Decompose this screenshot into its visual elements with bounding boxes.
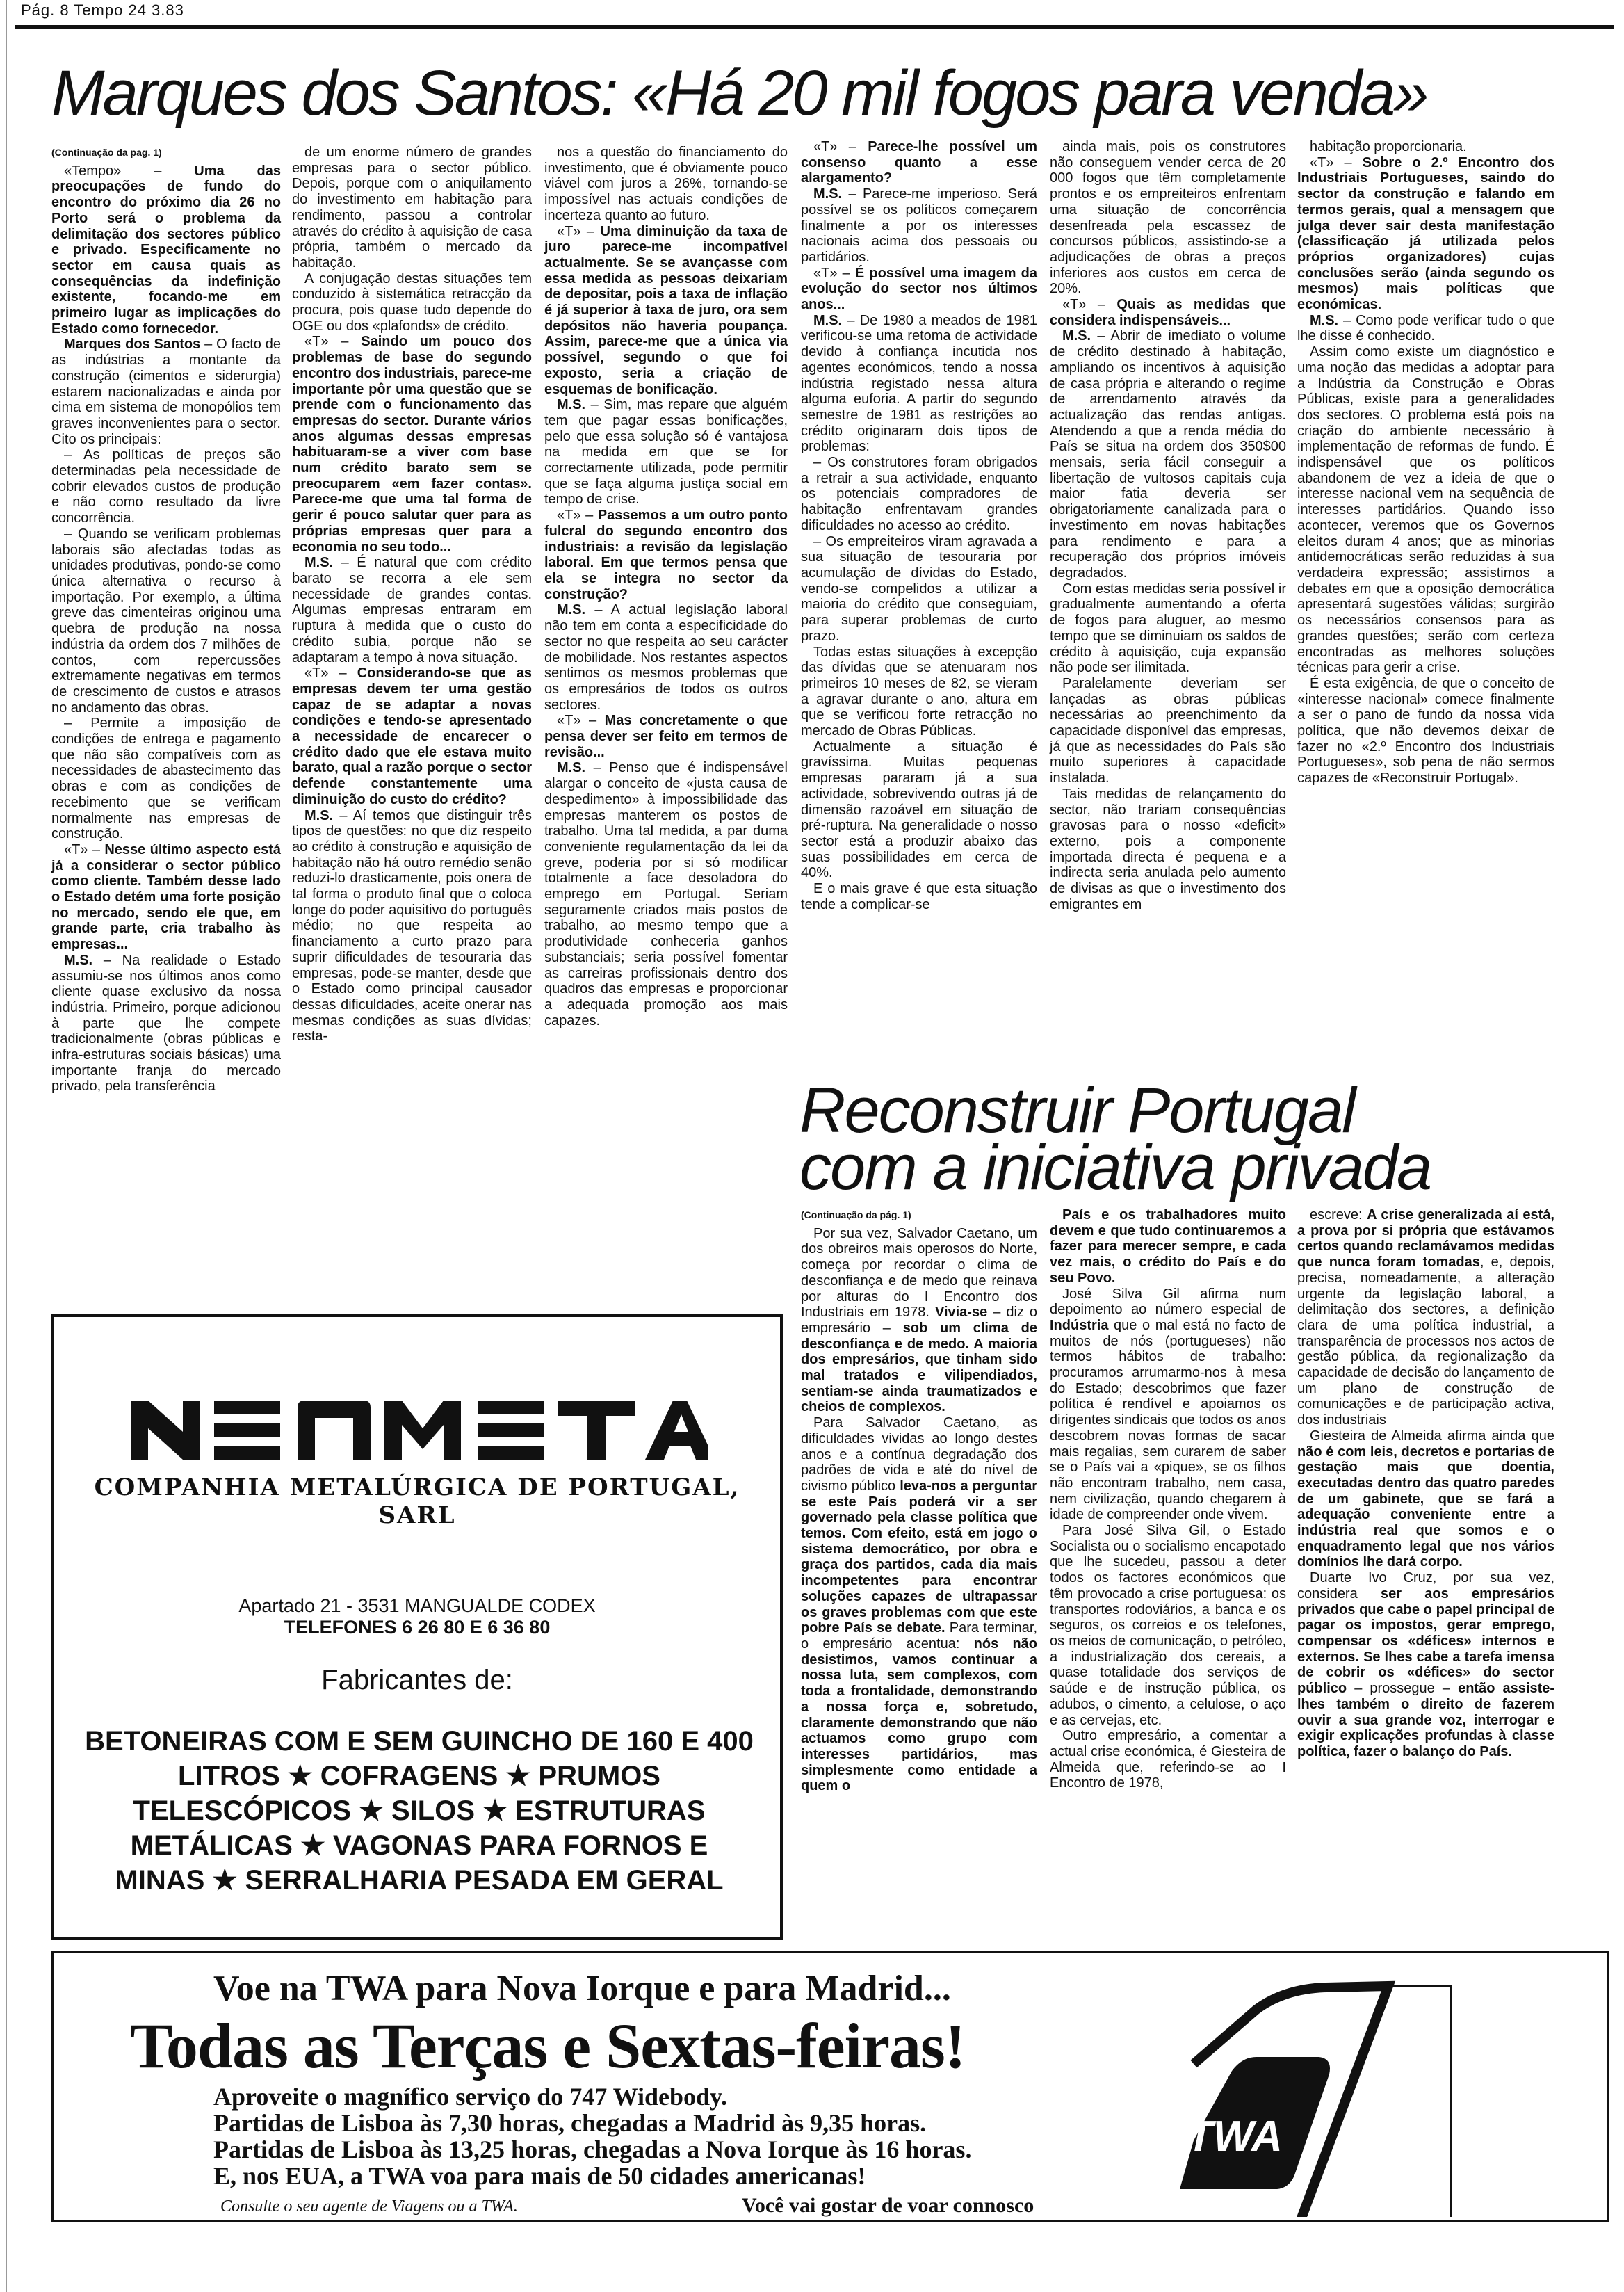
bold-run: A crise generalizada aí está, a prova por si própria que estávamos certos quando reclamávamos medidas que nunca foram tomadas: [1297, 1207, 1554, 1270]
article-title: Marques dos Santos: «Há 20 mil fogos para venda»: [51, 58, 1427, 129]
bold-run: M.S.: [64, 952, 93, 968]
bold-run: M.S.: [1310, 312, 1339, 328]
paragraph: [292, 334, 532, 555]
text-run: E o mais grave é que esta situação tende a complicar-se: [801, 881, 1037, 912]
article2-title-line2: com a iniciativa privada: [799, 1132, 1431, 1203]
header-rule: [15, 25, 1614, 29]
paragraph: [51, 842, 281, 953]
bold-run: Vivia-se: [934, 1305, 988, 1321]
paragraph: [1297, 1570, 1554, 1759]
text-run: – Abrir de imediato o volume de crédito destinado à habitação, ampliando os incentivos à aquisição de casa própria e alterando o regime de arrendamento através da actualização das rendas antigas. Atendendo a que a renda média do País se situa na ordem dos 350$00 mensais, seria fácil conseguir a libertação de vultosos capitais cuja maior fatia deveria ser obrigatoriamente canalizada para o investimento em novas habitações para rendimento e para a recuperação dos próprios imóveis degradados.: [1050, 328, 1286, 581]
continuation-note: (Continuação da pag. 1): [51, 147, 162, 158]
text-run: «T» –: [813, 265, 855, 281]
twa-details: [213, 2083, 971, 2189]
text-run: «T» –: [304, 334, 362, 350]
continuation-note: (Continuação da pág. 1): [801, 1209, 911, 1220]
paragraph: [1297, 1428, 1554, 1570]
paragraph: [1050, 581, 1286, 676]
paragraph: [1050, 297, 1286, 328]
bold-run: M.S.: [304, 807, 334, 823]
paragraph: [1050, 676, 1286, 786]
paragraph: [544, 397, 788, 508]
paragraph: [801, 455, 1037, 534]
article2-column-1: [801, 1207, 1037, 1794]
text-run: – A actual legislação laboral não tem em conta a especificidade do sector no que respeita ao seu carácter de mobilidade. Nos restantes aspectos sentimos os mesmos problemas que os empresários de todos os outros sectores.: [544, 602, 788, 713]
paragraph: [292, 145, 532, 271]
paragraph: [1050, 1286, 1286, 1524]
paragraph: [51, 447, 281, 526]
text-run: de um enorme número de grandes empresas para o sector público. Depois, porque com o aniquilamento do investimento em habitação para rendimento, passou a controlar através do crédito à aquisição de casa própria, também o mercado da habitação.: [292, 145, 532, 271]
paragraph: [544, 508, 788, 602]
text-run: Outro empresário, a comentar a actual crise económica, é Giesteira de Almeida que, referindo-se ao I Encontro de 1978,: [1050, 1728, 1286, 1791]
twa-line-6: E, nos EUA, a TWA voa para mais de 50 cidades americanas!: [213, 2162, 866, 2190]
text-run: Assim como existe um diagnóstico e uma noção das medidas a adoptar para a Indústria da Construção e Obras Públicas, existe para a generalidades dos sectores. O problema está pois na criação do ambiente necessário à implementação de reformas de fundo. É indispensável que os políticos abandonem de vez a ideia de que o interesse nacional vem na sequência de interesses partidários. Quando isso acontecer, veremos que os Governos eleitos duram 4 anos; que as minorias antidemocráticas serão reduzidas à sua verdadeira expressão; assistimos a debates em que a oposição democrática apresentará sugestões válidas; surgirão os necessários consensos para as grandes questões; serão com certeza encontradas as melhores soluções técnicas para gerir a crise.: [1297, 344, 1554, 676]
twa-logo-text: TWA: [1187, 2113, 1283, 2161]
paragraph: [1297, 139, 1554, 155]
text-run: habitação proporcionaria.: [1310, 139, 1467, 154]
paragraph: [51, 526, 281, 716]
twa-line-1: Voe na TWA para Nova Iorque e para Madrid...: [213, 1969, 951, 2008]
twa-slogan: Você vai gostar de voar connosco: [742, 2194, 1034, 2217]
paragraph: [292, 665, 532, 807]
text-run: «T» –: [813, 139, 868, 154]
text-run: , e, depois, precisa, nomeadamente, a alteração urgente da legislação laboral, a delimitação dos sectores, a definição clara de uma política industrial, a transparência de processos nos actos de gestão pública, da regionalização da capacidade de decisão do lançamento de um plano de construção de comunicações e de participação activa, dos industriais: [1297, 1254, 1555, 1428]
twa-consult: Consulte o seu agente de Viagens ou a TWA.: [220, 2197, 518, 2216]
text-run: É esta exigência, de que o conceito de «interesse nacional» comece finalmente a ser o pano de fundo da nossa vida política, que não devemos deixar de fazer no «2.º Encontro dos Industriais Portugueses», sob pena de não sermos capazes de «Reconstruir Portugal».: [1297, 675, 1554, 786]
paragraph: [801, 139, 1037, 186]
article2-title: [799, 1075, 1431, 1203]
article1-column-2: [292, 145, 532, 1044]
text-run: Para José Silva Gil, o Estado Socialista ou o socialismo encapotado que lhe sucedeu, passou a deter todos os factores económicos que têm provocado a crise portuguesa: os transportes rodoviários, a banca e os seguros, os correios e os telefones, os meios de comunicação, o petróleo, a industrialização dos cereais, a quase totalidade dos serviços de saúde e de instrução pública, os adubos, o cimento, a celulose, o aço e as cervejas, etc.: [1050, 1523, 1286, 1728]
text-run: «T» –: [1310, 154, 1363, 170]
text-run: – Aí temos que distinguir três tipos de questões: no que diz respeito ao crédito à construção e aquisição de habitação não há outro remédio senão reduzi-lo drasticamente, pois onera de tal forma o produto final que o coloca longe do poder aquisitivo do português médio; no que respeita ao financiamento a curto prazo para suprir dificuldades de tesouraria das empresas, pode-se manter, desde que o Estado como principal causador dessas dificuldades, aceite onerar nas mesmas condições as suas dívidas; resta-: [292, 807, 532, 1044]
text-run: Actualmente a situação é gravíssima. Muitas pequenas empresas pararam já a sua actividade, sobrevivendo outras já de dimensão razoável em situação de pré-ruptura. Na generalidade o nosso sector está a produzir abaixo das suas possibilidades em cerca de 40%.: [801, 739, 1037, 881]
neometa-logo: [131, 1394, 708, 1463]
paragraph: [544, 602, 788, 713]
text-run: – De 1980 a meados de 1981 verificou-se uma retoma de actividade devido à confiança incutida nos agentes económicos, tendo a nossa indústria registado nessa altura alguma euforia. A partir do segundo semestre de 1981 as restrições ao crédito originaram dois tipos de problemas:: [801, 312, 1037, 455]
text-run: – Penso que é indispensável alargar o conceito de «justa causa de despedimento» à impossibilidade das empresas manterem os postos de trabalho. Uma tal medida, a par duma conveniente regulamentação da lei da greve, poderia por si só modificar totalmente a face desoladora do emprego em Portugal. Seriam seguramente criados mais postos de trabalho, ao mesmo tempo que a produtividade conheceria ganhos substanciais; seria possível fomentar as carreiras profissionais dentro dos quadros das empresas e proporcionar a adequada promoção aos mais capazes.: [544, 760, 788, 1028]
neometa-address: Apartado 21 - 3531 MANGUALDE CODEX: [238, 1595, 596, 1616]
text-run: nos a questão do financiamento do investimento, que é obviamente pouco viável com juros a 26%, tornando-se impossível nas actuais condições de incerteza quanto ao futuro.: [544, 145, 788, 223]
paragraph: [801, 266, 1037, 313]
text-run: – Parece-me imperioso. Será possível se os políticos começarem finalmente a por os interesses nacionais acima dos pessoais ou partidários.: [801, 186, 1037, 265]
bold-run: Indústria: [1050, 1317, 1109, 1333]
text-run: Por sua vez, Salvador Caetano, um dos obreiros mais operosos do Norte, começa por recordar o clima de desconfiança e de medo que reinava por alturas do I Encontro dos Industriais em 1978.: [801, 1225, 1037, 1321]
bold-run: Quais as medidas que considera indispensáveis...: [1050, 297, 1286, 328]
text-run: – Na realidade o Estado assumiu-se nos últimos anos como cliente quase exclusivo da nossa indústria. Primeiro, porque adicionou à parte que lhe compete tradicionalmente (obras públicas e infra-estruturas sociais básicas) uma importante franja do mercado privado, pela transferência: [51, 952, 281, 1095]
text-run: «T» –: [1062, 297, 1117, 313]
paragraph: [51, 163, 281, 337]
paragraph: [801, 645, 1037, 739]
text-run: – diz o empresário –: [801, 1305, 1038, 1336]
article1-column-4: [801, 139, 1037, 912]
bold-run: Sobre o 2.º Encontro dos Industriais Portugueses, saindo do sector da construção e falando em termos gerais, qual a mensagem que julga dever sair desta manifestação (classificação já utilizada pelos próprios organizadores) cujas conclusões serão (ainda segundo os mesmos) mais políticas que económicas.: [1297, 154, 1554, 313]
paragraph: [292, 555, 532, 665]
text-run: – Quando se verificam problemas laborais são afectadas todas as unidades produtivas, pondo-se como única alternativa o recurso à importação. Por exemplo, a última greve das cimenteiras originou uma quebra de produção na nossa indústria da ordem dos 7 milhões de contos, com repercussões extremamente negativas em termos de crescimento de custos e atrasos no andamento das obras.: [51, 526, 281, 716]
text-run: Tais medidas de relançamento do sector, não trariam consequências gravosas para o nosso «deficit» externo, pois a componente importada directa é pequena e a indirecta seria anulada pelo aumento de divisas as que o investimento dos emigrantes em: [1050, 786, 1286, 912]
paragraph: [1297, 313, 1554, 344]
bold-run: ser aos empresários privados que cabe o papel principal de pagar os impostos, gerar emprego, compensar os «défices» internos e externos. Se lhes cabe a tarefa imensa de cobrir os «défices» do sector público: [1297, 1585, 1554, 1697]
text-run: A conjugação destas situações tem conduzido à sistemática retracção da procura, pois quase tudo depende do OGE ou dos «plafonds» de crédito.: [292, 271, 532, 334]
bold-run: Uma diminuição da taxa de juro parece-me incompatível actualmente. Se se avançasse com essa medida as pessoas deixariam de depositar, pois a taxa de inflação é já superior à taxa de juro, ora sem depósitos não haveria poupança. Assim, parece-me que a única via possível, segundo o que foi exposto, seria a criação de esquemas de bonificação.: [544, 223, 788, 397]
paragraph: [292, 808, 532, 1045]
page-header: Pág. 8 Tempo 24 3.83: [21, 1, 184, 19]
paragraph: [801, 313, 1037, 455]
paragraph: [1297, 1207, 1554, 1428]
paragraph: [51, 953, 281, 1095]
twa-line-4: Partidas de Lisboa às 7,30 horas, chegadas a Madrid às 9,35 horas.: [213, 2109, 927, 2137]
paragraph: [1050, 1728, 1286, 1791]
text-run: – Como pode verificar tudo o que lhe disse é conhecido.: [1297, 312, 1554, 344]
neometa-products: BETONEIRAS COM E SEM GUINCHO DE 160 E 400 LITROS ★ COFRAGENS ★ PRUMOS TELESCÓPICOS ★ SILOS ★ ESTRUTURAS METÁLICAS ★ VAGONAS PARA FORNOS E MINAS ★ SERRALHARIA PESADA EM GERAL: [85, 1726, 754, 1896]
neometa-phones: TELEFONES 6 26 80 E 6 36 80: [284, 1617, 551, 1638]
text-run: que o mal está no facto de muitos de nós (portugueses) não termos hábitos de trabalho: procuramos arrumarmo-nos à mesa do Estado; descobrimos que fazer política é rendível e apoiamos os dirigentes sindicais que todos os anos descobrem novas formas de sacar mais regalias, sem curarem de saber se o País vai a «pique», se os filhos não encontram trabalho, nem casa, nem civilização, quando chegarem à idade de compreender onde vivem.: [1050, 1317, 1286, 1523]
bold-run: nós não desistimos, vamos continuar a nossa luta, sem complexos, com toda a frontalidade, demonstrando a nossa força e, sobretudo, claramente demonstrando que não actuamos como grupo com interesses partidários, mas simplesmente como entidade a quem o: [801, 1636, 1038, 1794]
text-run: – prossegue –: [1347, 1681, 1459, 1697]
paragraph: [1050, 139, 1286, 297]
article2-column-3: [1297, 1207, 1554, 1760]
bold-run: Mas concretamente o que pensa dever ser feito em termos de revisão...: [544, 713, 788, 760]
bold-run: Considerando-se que as empresas devem ter uma gestão capaz de se adaptar a novas condições e tendo-se apresentado a necessidade de encarecer o crédito dado que ele estava muito barato, qual a razão porque o sector defende constantemente uma diminuição do custo do crédito?: [292, 665, 533, 807]
bold-run: M.S.: [813, 186, 843, 202]
paragraph: [292, 271, 532, 334]
paragraph: [1050, 328, 1286, 581]
text-run: Com estas medidas seria possível ir gradualmente aumentando a oferta de fogos para aluguer, ao mesmo tempo que se diminuiam os saldos de crédito à aquisição, cuja expansão não pode ser ilimitada.: [1050, 581, 1286, 676]
text-run: – Os empreiteiros viram agravada a sua situação de tesouraria por acumulação de dívidas do Estado, vendo-se compelidos a utilizar a maioria do crédito que conseguiam, para superar problemas de curto prazo.: [801, 533, 1037, 644]
bold-run: M.S.: [557, 602, 586, 618]
article1-column-1: [51, 145, 281, 1095]
text-run: «T» –: [557, 508, 598, 524]
bold-run: M.S.: [557, 397, 586, 413]
text-run: ainda mais, pois os construtores não conseguem vender cerca de 20 000 fogos que têm completamente prontos e os empreiteiros enfrentam uma situação de concorrência desenfreada pela escassez de concursos públicos, assistindo-se a adjudicações de obras a preços inferiores aos custos em cerca de 20%.: [1050, 139, 1286, 297]
text-run: Para terminar, o empresário acentua:: [801, 1620, 1037, 1652]
text-run: – As políticas de preços são determinadas pela necessidade de cobrir elevados custos de produção e não como resultado da livre concorrência.: [51, 447, 281, 526]
bold-run: M.S.: [813, 312, 843, 328]
article1-column-5: [1050, 139, 1286, 912]
bold-run: leva-nos a perguntar se este País poderá vir a ser governado pela classe política que temos. Com efeito, está em jogo o sistema democrático, por obra e graça dos partidos, cada dia mais incompetentes para encontrar soluções capazes de ultrapassar os graves problemas com que este pobre País se debate.: [801, 1478, 1037, 1636]
text-run: – O facto de as indústrias a montante da construção (cimentos e siderurgia) estarem nacionalizadas e ainda por cima em sistema de monopólios tem graves inconvenientes para o sector. Cito os principais:: [51, 337, 281, 447]
paragraph: [544, 713, 788, 760]
paragraph: [1297, 676, 1554, 786]
twa-logo: [1180, 1967, 1555, 2217]
article2-column-2: [1050, 1207, 1286, 1791]
paragraph: [801, 739, 1037, 881]
paragraph: [801, 1226, 1037, 1415]
twa-line-5: Partidas de Lisboa às 13,25 horas, chegadas a Nova Iorque às 16 horas.: [213, 2136, 972, 2163]
bold-run: então assiste-lhes também o direito de fazerem ouvir a sua grande voz, interrogar e exigir explicações profundas à classe política, fazer o balanço do País.: [1297, 1681, 1555, 1759]
text-run: José Silva Gil afirma num depoimento ao número especial de: [1050, 1286, 1286, 1318]
paragraph: [544, 145, 788, 224]
bold-run: Saindo um pouco dos problemas de base do segundo encontro dos industriais, parece-me importante pôr uma questão que se prende com o funcionamento das empresas do sector. Durante vários anos algumas dessas empresas habituaram-se a viver com base num crédito barato sem se preocuparem «em fazer contas». Parece-me que uma tal forma de gerir é pouco salutar quer para as próprias empresas quer para a economia no seu todo...: [292, 334, 532, 555]
text-run: Para Salvador Caetano, as dificuldades vividas ao longo destes anos e a contínua degradação dos padrões de vida e até do nível de civismo público: [801, 1415, 1037, 1494]
twa-headline: Todas as Terças e Sextas-feiras!: [130, 2010, 966, 2081]
bold-run: sob um clima de desconfiança e de medo. A maioria dos empresários, que tinham sido mal tratados e vilipendiados, sentiam-se ainda traumatizados e cheios de complexos.: [801, 1320, 1037, 1415]
bold-run: M.S.: [557, 760, 586, 776]
bold-run: M.S.: [1062, 328, 1091, 344]
bold-run: não é com leis, decretos e portarias de gestação mais que doentia, executadas dentro das quatro paredes de um gabinete, que se fará a adequação conveniente entre a indústria real que somos e o enquadramento legal que nos vários domínios lhe dará corpo.: [1297, 1444, 1554, 1570]
paragraph: [544, 224, 788, 398]
bold-run: País e os trabalhadores muito devem e que tudo continuaremos a fazer para merecer sempre, e cada vez mais, o crédito do País e do seu Povo.: [1050, 1207, 1286, 1286]
paragraph: [801, 186, 1037, 266]
paragraph: [801, 534, 1037, 645]
paragraph: [1050, 1207, 1286, 1286]
text-run: «T» –: [557, 223, 601, 239]
text-run: Todas estas situações à excepção das dívidas que se atenuaram nos primeiros 10 meses de 82, se vieram a agravar durante o ano, altura em que se verificou forte retracção no mercado de Obras Públicas.: [801, 644, 1037, 739]
paragraph: [1297, 344, 1554, 676]
paragraph: [51, 716, 281, 842]
text-run: – Sim, mas repare que alguém tem que pagar essas bonificações, pelo que essa solução só é vantajosa na medida em que se for correctamente utilizada, pode permitir que se faça alguma justiça social em tempo de crise.: [544, 397, 788, 508]
text-run: «T» –: [64, 841, 105, 857]
text-run: Giesteira de Almeida afirma ainda que: [1310, 1428, 1554, 1444]
paragraph: [801, 1415, 1037, 1794]
text-run: Duarte Ivo Cruz, por sua vez, considera: [1297, 1570, 1554, 1601]
paragraph: [1297, 155, 1554, 313]
text-run: «T» –: [557, 713, 605, 729]
paragraph: [1050, 786, 1286, 913]
bold-run: M.S.: [304, 555, 334, 571]
neometa-advertisement: [51, 1314, 783, 1940]
twa-line-3: Aproveite o magnífico serviço do 747 Widebody.: [213, 2083, 728, 2111]
text-run: – Permite a imposição de condições de entrega e pagamento que não são compatíveis com as necessidades de abastecimento das obras e com as condições de recebimento que se verificam normalmente nas empresas de construção.: [51, 716, 281, 842]
text-run: Paralelamente deveriam ser lançadas as obras públicas necessárias ao preenchimento da capacidade disponível das empresas, já que as necessidades do País são muito superiores à capacidade instalada.: [1050, 675, 1286, 786]
paragraph: [801, 881, 1037, 912]
neometa-company: COMPANHIA METALÚRGICA DE PORTUGAL, SARL: [94, 1474, 740, 1529]
bold-run: Marques dos Santos: [64, 337, 201, 353]
paragraph: [1050, 1523, 1286, 1728]
bold-run: Passemos a um outro ponto fulcral do segundo encontro dos industriais: a revisão da legislação laboral. Em que termos pensa que ela se integra no sector da construção?: [544, 508, 788, 602]
text-run: – É natural que com crédito barato se recorra a ele sem necessidade de grandes contas. Algumas empresas entraram em ruptura à medida que o custo do crédito subia, porque não se adaptaram a tempo à nova situação.: [292, 555, 532, 665]
article2-title-line1: Reconstruir Portugal: [799, 1075, 1355, 1146]
bold-run: É possível uma imagem da evolução do sector nos últimos anos...: [801, 265, 1038, 313]
twa-advertisement: [51, 1951, 1609, 2222]
bold-run: Parece-lhe possível um consenso quanto a esse alargamento?: [801, 139, 1037, 186]
text-run: «T» –: [304, 665, 357, 681]
bold-run: Nesse último aspecto está já a considerar o sector público como cliente. Também desse lado o Estado detém uma forte posição no mercado, sendo ele que, em grande parte, cria trabalho às empresas...: [51, 841, 282, 953]
paragraph: [51, 337, 281, 447]
article1-column-3: [544, 145, 788, 1028]
neometa-contact: [54, 1595, 780, 1638]
text-run: escreve:: [1310, 1207, 1367, 1222]
article1-column-6: [1297, 139, 1554, 786]
page-edge-line: [6, 0, 7, 2292]
neometa-makers-label: Fabricantes de:: [321, 1665, 513, 1695]
paragraph: [544, 760, 788, 1028]
text-run: «Tempo» –: [64, 163, 195, 179]
text-run: – Os construtores foram obrigados a retrair a sua actividade, enquanto os potenciais compradores de habitação enfrentavam grandes dificuldades no acesso ao crédito.: [801, 455, 1037, 533]
bold-run: Uma das preocupações de fundo do encontro do próximo dia 26 no Porto será o problema da delimitação dos sectores público e privado. Especificamente no sector em causa quais as consequências da indefinição existente, focando-me em primeiro lugar as implicações do Estado como fornecedor.: [51, 163, 282, 337]
